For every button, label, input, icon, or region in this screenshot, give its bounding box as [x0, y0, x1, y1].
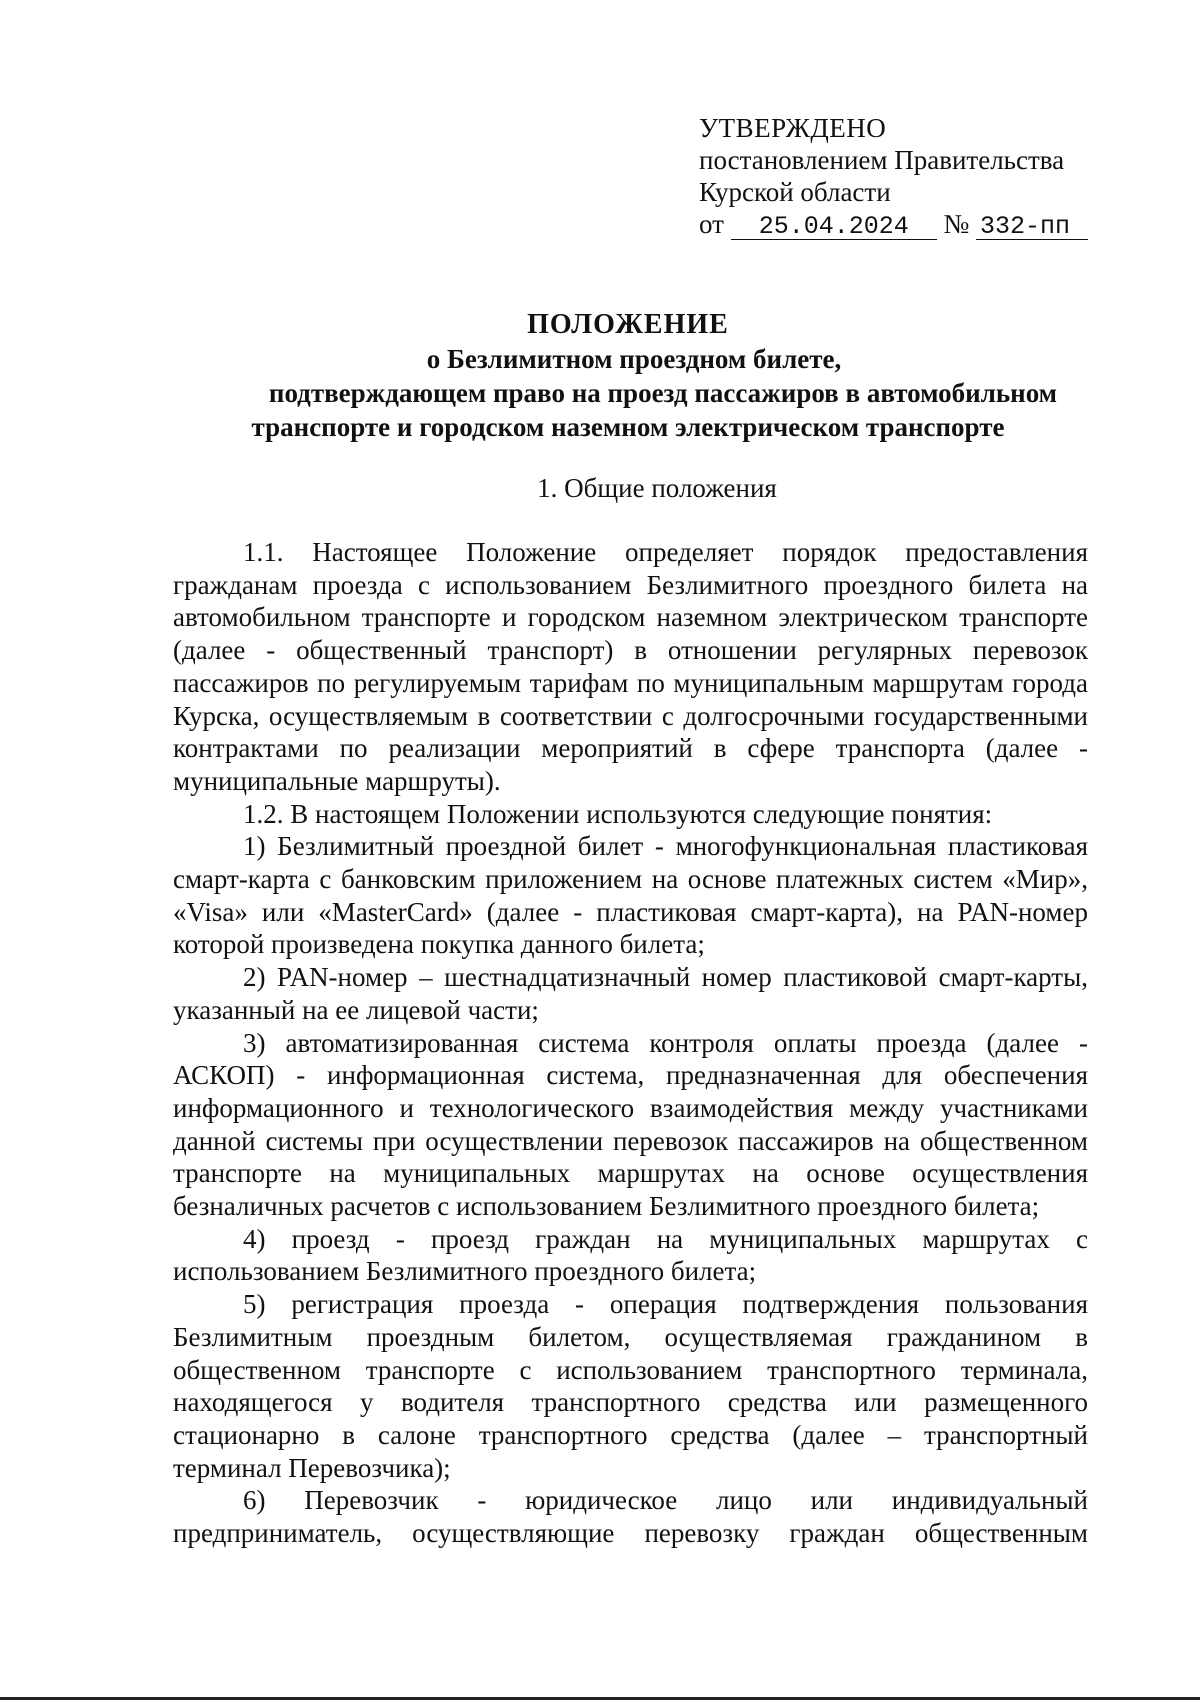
- paragraph-1-1: 1.1. Настоящее Положение определяет порядок предоставления гражданам проезда с использованием Безлимитного проездного билета на автомобильном транспорте и городском наземном электрическом транспорте (далее - общественный транспорт) в отношении регулярных перевозок пассажиров по регулируемым тарифам по муниципальным маршрутам города Курска, осуществляемым в соответствии с долгосрочными государственными контрактами по реализации мероприятий в сфере транспорта (далее - муниципальные маршруты).: [173, 537, 1088, 796]
- definition-6: 6) Перевозчик - юридическое лицо или индивидуальный предприниматель, осуществляющие перевозку граждан общественным: [173, 1485, 1088, 1549]
- title-main: ПОЛОЖЕНИЕ: [527, 309, 729, 340]
- approval-number-prefix: №: [943, 209, 970, 239]
- page-bottom-edge: [0, 1697, 1200, 1700]
- definition-5: 5) регистрация проезда - операция подтверждения пользования Безлимитным проездным билетом, осуществляемая гражданином в общественном транспорте с использованием транспортного терминала, находящегося у водителя транспортного средства или размещенного стационарно в салоне транспортного средства (далее – транспортный терминал Перевозчика);: [173, 1289, 1088, 1483]
- definition-4: 4) проезд - проезд граждан на муниципальных маршрутах с использованием Безлимитного проездного билета;: [173, 1223, 1088, 1287]
- definition-2: 2) PAN-номер – шестнадцатизначный номер пластиковой смарт-карты, указанный на ее лицевой части;: [173, 962, 1088, 1025]
- document-body: [173, 536, 1088, 1550]
- approval-heading: УТВЕРЖДЕНО: [699, 113, 887, 143]
- title-line-2: подтверждающем право на проезд пассажиров в автомобильном: [268, 378, 1058, 408]
- approval-block: [699, 112, 1088, 240]
- approval-date-row: [699, 208, 1088, 240]
- section-heading: 1. Общие положения: [537, 473, 777, 503]
- paragraph-1-2: 1.2. В настоящем Положении используются следующие понятия:: [243, 798, 993, 829]
- definition-1: 1) Безлимитный проездной билет - многофункциональная пластиковая смарт-карта с банковским приложением на основе платежных систем «Мир», «Visa» или «MasterCard» (далее - пластиковая смарт-карта), на PAN-номер которой произведена покупка данного билета;: [173, 831, 1088, 960]
- title-line-1: о Безлимитном проездном билете,: [426, 344, 842, 374]
- document-title: [173, 308, 1083, 444]
- approval-date: 25.04.2024: [731, 215, 937, 240]
- approval-line-1: постановлением Правительства: [699, 145, 1065, 175]
- approval-date-prefix: от: [699, 209, 724, 239]
- approval-line-2: Курской области: [699, 177, 891, 207]
- definition-3: 3) автоматизированная система контроля оплаты проезда (далее - АСКОП) - информационная система, предназначенная для обеспечения информационного и технологического взаимодействия между участниками данной системы при осуществлении перевозок пассажиров на общественном транспорте на муниципальных маршрутах на основе осуществления безналичных расчетов с использованием Безлимитного проездного билета;: [173, 1027, 1088, 1222]
- title-line-3: транспорте и городском наземном электрическом транспорте: [251, 412, 1005, 442]
- approval-number: 332-пп: [976, 215, 1088, 240]
